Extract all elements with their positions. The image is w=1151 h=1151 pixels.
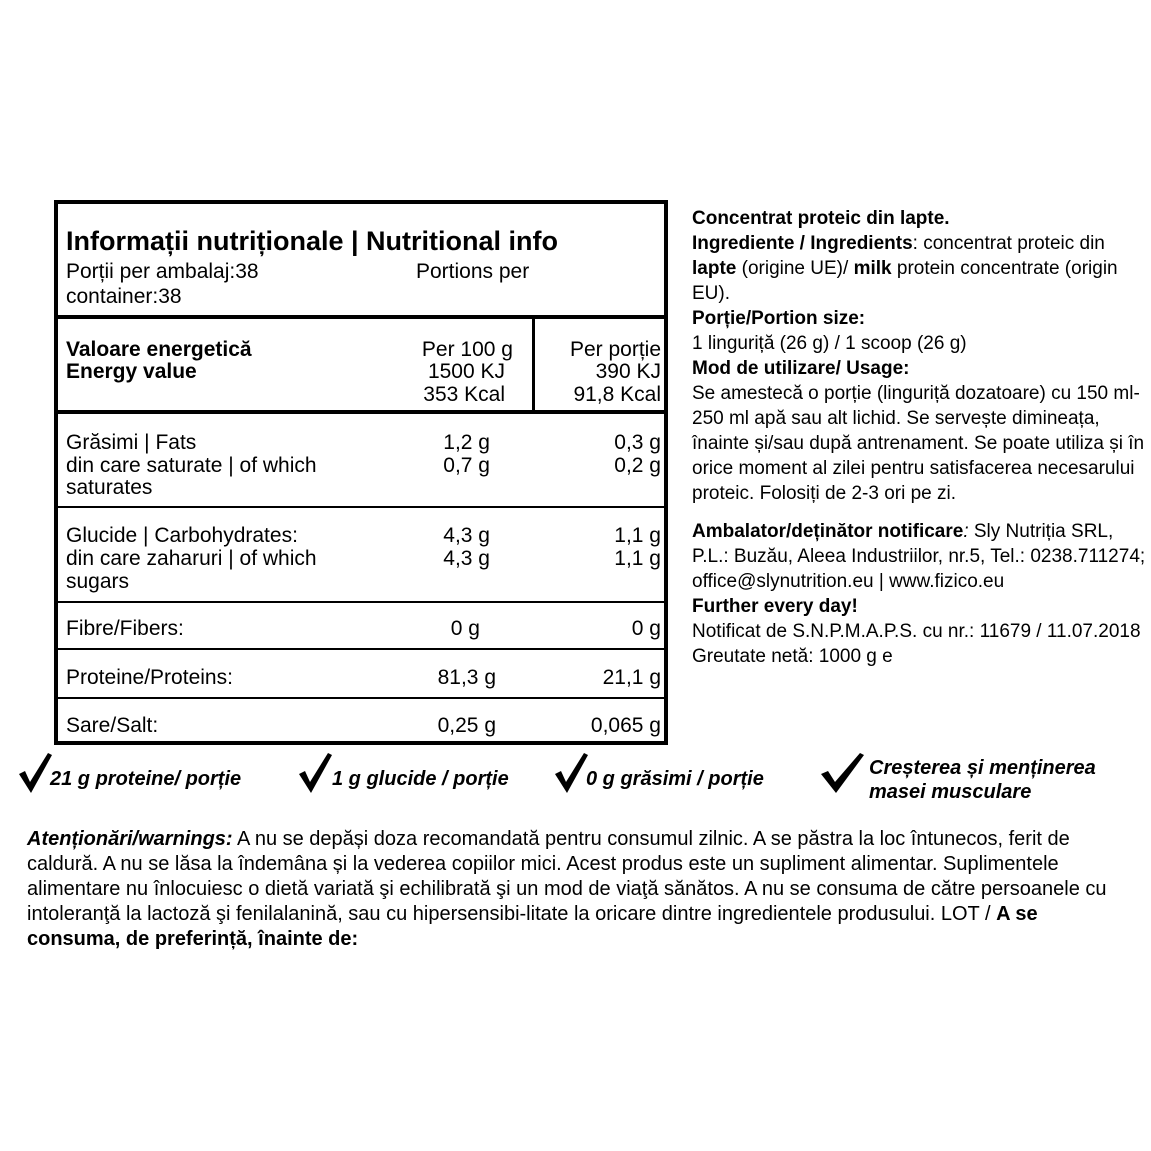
- protein-100-value: 81,3 g: [437, 666, 496, 689]
- ingredients-label: Ingrediente / Ingredients: [692, 233, 913, 254]
- claim-carbs: 1 g glucide / porție: [332, 768, 509, 790]
- portions-en: Portions per: [416, 260, 530, 283]
- fats-100-value: 1,2 g: [443, 431, 490, 454]
- energy-label-en: Energy value: [66, 360, 197, 383]
- energy-100-header: Per 100 g: [421, 338, 513, 361]
- ingredients: [692, 231, 1147, 306]
- ingredient-milk-en: milk: [853, 258, 892, 279]
- saturates-portion-value: 0,2 g: [614, 454, 661, 477]
- portions-en-cont: container:38: [66, 285, 182, 308]
- nutrition-table: [54, 200, 668, 745]
- notification: Notificat de S.N.P.M.A.P.S. cu nr.: 11679 / 11.07.2018: [692, 621, 1141, 642]
- usage-label: Mod de utilizare/ Usage:: [692, 358, 910, 379]
- checkmark-icon: [18, 752, 52, 794]
- sugars-100-value: 4,3 g: [443, 547, 490, 570]
- fats-sub-label: din care saturate | of which: [66, 454, 317, 477]
- warnings-label: Atenționări/warnings:: [27, 828, 233, 850]
- ingredients-text: protein concentrate (origin EU).: [692, 258, 1118, 304]
- fats-sub-label-cont: saturates: [66, 476, 153, 499]
- divider: [58, 315, 664, 319]
- packer-colon: :: [963, 521, 969, 542]
- carbs-label: Glucide | Carbohydrates:: [66, 524, 298, 547]
- claim-fats: 0 g grăsimi / porție: [586, 768, 764, 790]
- product-name: Concentrat proteic din lapte.: [692, 208, 950, 229]
- product-info: [692, 206, 1147, 669]
- divider: [58, 410, 664, 414]
- best-before-label: A se consuma, de preferință, înainte de:: [27, 903, 1038, 950]
- fats-portion-value: 0,3 g: [614, 431, 661, 454]
- fats-label: Grăsimi | Fats: [66, 431, 197, 454]
- fibre-portion-value: 0 g: [631, 617, 661, 640]
- usage-text: Se amestecă o porție (linguriță dozatoare) cu 150 ml-250 ml apă sau alt lichid. Se servește dimineața, înainte și/sau după antrenament. Se poate utiliza și în orice moment al zilei pentru satisfacerea necesarului proteic. Folosiți de 2-3 ori pe zi.: [692, 383, 1145, 504]
- carbs-sub-label-cont: sugars: [66, 570, 130, 593]
- protein-portion-value: 21,1 g: [602, 666, 661, 689]
- fibre-label: Fibre/Fibers:: [66, 617, 184, 640]
- divider: [58, 506, 664, 508]
- packer-text: Sly Nutriția SRL, P.L.: Buzău, Aleea Industriilor, nr.5, Tel.: 0238.711274; office@slynutrition.eu | www.fizico.eu: [692, 521, 1146, 592]
- salt-portion-value: 0,065 g: [590, 714, 661, 737]
- divider: [58, 697, 664, 699]
- carbs-portion-value: 1,1 g: [614, 524, 661, 547]
- net-weight: Greutate netă: 1000 g e: [692, 646, 893, 667]
- saturates-100-value: 0,7 g: [443, 454, 490, 477]
- fibre-100-value: 0 g: [450, 617, 480, 640]
- portions-ro: Porții per ambalaj:38: [66, 260, 259, 283]
- carbs-sub-label: din care zaharuri | of which: [66, 547, 317, 570]
- salt-100-value: 0,25 g: [437, 714, 496, 737]
- slogan: Further every day!: [692, 596, 858, 617]
- checkmark-icon: [298, 752, 332, 794]
- packer-label: Ambalator/deținător notificare: [692, 521, 964, 542]
- divider: [58, 648, 664, 650]
- portion-size-label: Porție/Portion size:: [692, 308, 866, 329]
- energy-portion-header: Per porție: [569, 338, 661, 361]
- energy-portion-kj: 390 KJ: [595, 360, 661, 383]
- packer-info: [692, 519, 1147, 594]
- energy-100-kj: 1500 KJ: [427, 360, 505, 383]
- sugars-portion-value: 1,1 g: [614, 547, 661, 570]
- warnings: [27, 827, 1127, 952]
- energy-portion-kcal: 91,8 Kcal: [573, 383, 661, 406]
- energy-100-kcal: 353 Kcal: [423, 383, 505, 406]
- nutrition-title: Informații nutriționale | Nutritional info: [66, 226, 559, 256]
- claim-muscle-cont: masei musculare: [869, 781, 1032, 803]
- checkmark-icon: [820, 752, 864, 794]
- ingredients-text: : concentrat proteic din: [912, 233, 1105, 254]
- ingredient-milk-ro: lapte: [692, 258, 737, 279]
- carbs-100-value: 4,3 g: [443, 524, 490, 547]
- portion-size-value: 1 linguriță (26 g) / 1 scoop (26 g): [692, 333, 967, 354]
- divider: [58, 601, 664, 603]
- column-divider: [532, 319, 535, 413]
- ingredients-text: (origine UE)/: [736, 258, 854, 279]
- warnings-text: A nu se depăși doza recomandată pentru consumul zilnic. A se păstra la loc întunecos, ferit de caldură. A nu se lăsa la îndemâna și la vederea copiilor mici. Acest produs este un supliment alimentar. Suplimentele alimentare nu înlocuiesc o dietă variată şi echilibrată şi un mod de viaţă sănătos. A nu se consuma de către persoanele cu intoleranţă la lactoză şi fenilalanină, sau cu hipersensibi-litate la oricare dintre ingredientele produsului. LOT /: [27, 828, 1107, 925]
- claim-protein: 21 g proteine/ porție: [50, 768, 242, 790]
- checkmark-icon: [554, 752, 588, 794]
- energy-label-ro: Valoare energetică: [66, 338, 252, 361]
- salt-label: Sare/Salt:: [66, 714, 159, 737]
- protein-label: Proteine/Proteins:: [66, 666, 233, 689]
- claim-muscle: Creșterea și menținerea: [869, 757, 1096, 779]
